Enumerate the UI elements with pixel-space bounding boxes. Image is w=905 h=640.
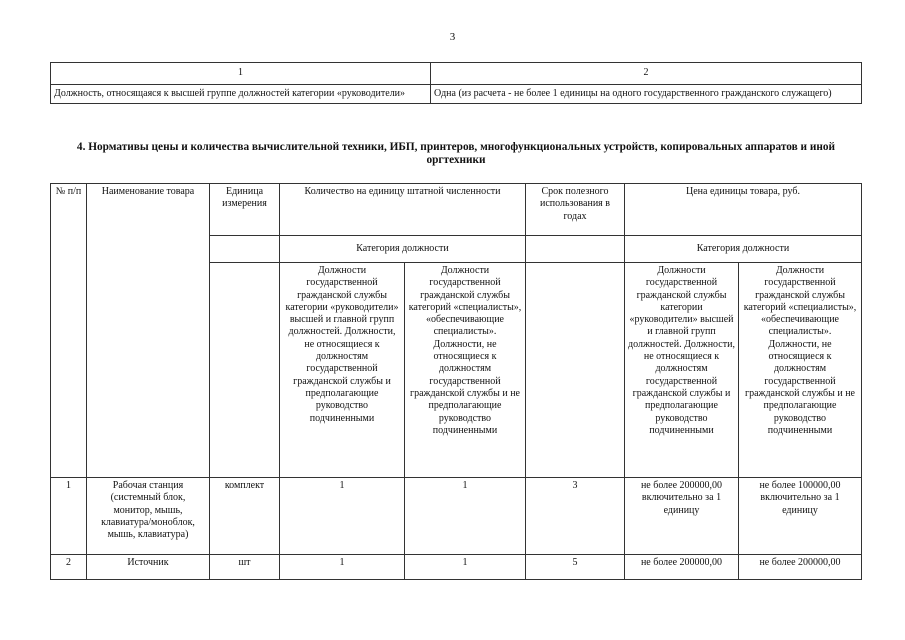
price-category-specialists: Должности государственной гражданской службы категорий «специалисты», «обеспечивающие специалисты». Должности, не относящиеся к должностям государственной гражданской службы и не предполагающие руководство подчиненными (739, 263, 862, 478)
row-qty-leaders: 1 (280, 555, 405, 580)
row-price-specialists: не более 200000,00 (739, 555, 862, 580)
col-header-unit: Единица измерения (210, 184, 280, 236)
col-header-name: Наименование товара (87, 184, 210, 478)
qty-category-leaders: Должности государственной гражданской службы категории «руководители» высшей и главной групп должностей. Должности, не относящиеся к должностям государственной гражданской службы и предполагающие руководство подчиненными (280, 263, 405, 478)
norms-table (50, 183, 862, 580)
category-label-price: Категория должности (625, 236, 862, 263)
row-term: 5 (526, 555, 625, 580)
row-price-leaders: не более 200000,00 включительно за 1 единицу (625, 478, 739, 555)
table-row (51, 555, 862, 580)
row-name: Рабочая станция (системный блок, монитор, мышь, клавиатура/моноблок, мышь, клавиатура) (87, 478, 210, 555)
empty-cell (210, 263, 280, 478)
top-table (50, 62, 862, 104)
column-number-2: 2 (431, 63, 862, 85)
row-price-specialists: не более 100000,00 включительно за 1 единицу (739, 478, 862, 555)
table-row (51, 85, 862, 104)
table-header-row (51, 63, 862, 85)
row-qty-specialists: 1 (405, 478, 526, 555)
row-unit: шт (210, 555, 280, 580)
col-header-qty: Количество на единицу штатной численности (280, 184, 526, 236)
row-num: 1 (51, 478, 87, 555)
column-number-1: 1 (51, 63, 431, 85)
position-cell: Должность, относящаяся к высшей группе должностей категории «руководители» (51, 85, 431, 104)
row-term: 3 (526, 478, 625, 555)
empty-cell (526, 236, 625, 263)
row-qty-specialists: 1 (405, 555, 526, 580)
section-heading: 4. Нормативы цены и количества вычислительной техники, ИБП, принтеров, многофункциональных устройств, копировальных аппаратов и иной оргтехники (76, 141, 836, 166)
price-category-leaders: Должности государственной гражданской службы категории «руководители» высшей и главной групп должностей. Должности, не относящиеся к должностям государственной гражданской службы и предполагающие руководство подчиненными (625, 263, 739, 478)
row-unit: комплект (210, 478, 280, 555)
quantity-cell: Одна (из расчета - не более 1 единицы на одного государственного гражданского служащего) (431, 85, 862, 104)
qty-category-specialists: Должности государственной гражданской службы категорий «специалисты», «обеспечивающие специалисты». Должности, не относящиеся к должностям государственной гражданской службы и не предполагающие руководство подчиненными (405, 263, 526, 478)
col-header-price: Цена единицы товара, руб. (625, 184, 862, 236)
page-number: 3 (449, 31, 456, 43)
row-price-leaders: не более 200000,00 (625, 555, 739, 580)
table-row (51, 478, 862, 555)
header-row (51, 184, 862, 236)
row-qty-leaders: 1 (280, 478, 405, 555)
row-num: 2 (51, 555, 87, 580)
row-name: Источник (87, 555, 210, 580)
empty-cell (526, 263, 625, 478)
col-header-term: Срок полезного использования в годах (526, 184, 625, 236)
col-header-num: № п/п (51, 184, 87, 478)
category-label-qty: Категория должности (280, 236, 526, 263)
empty-cell (210, 236, 280, 263)
